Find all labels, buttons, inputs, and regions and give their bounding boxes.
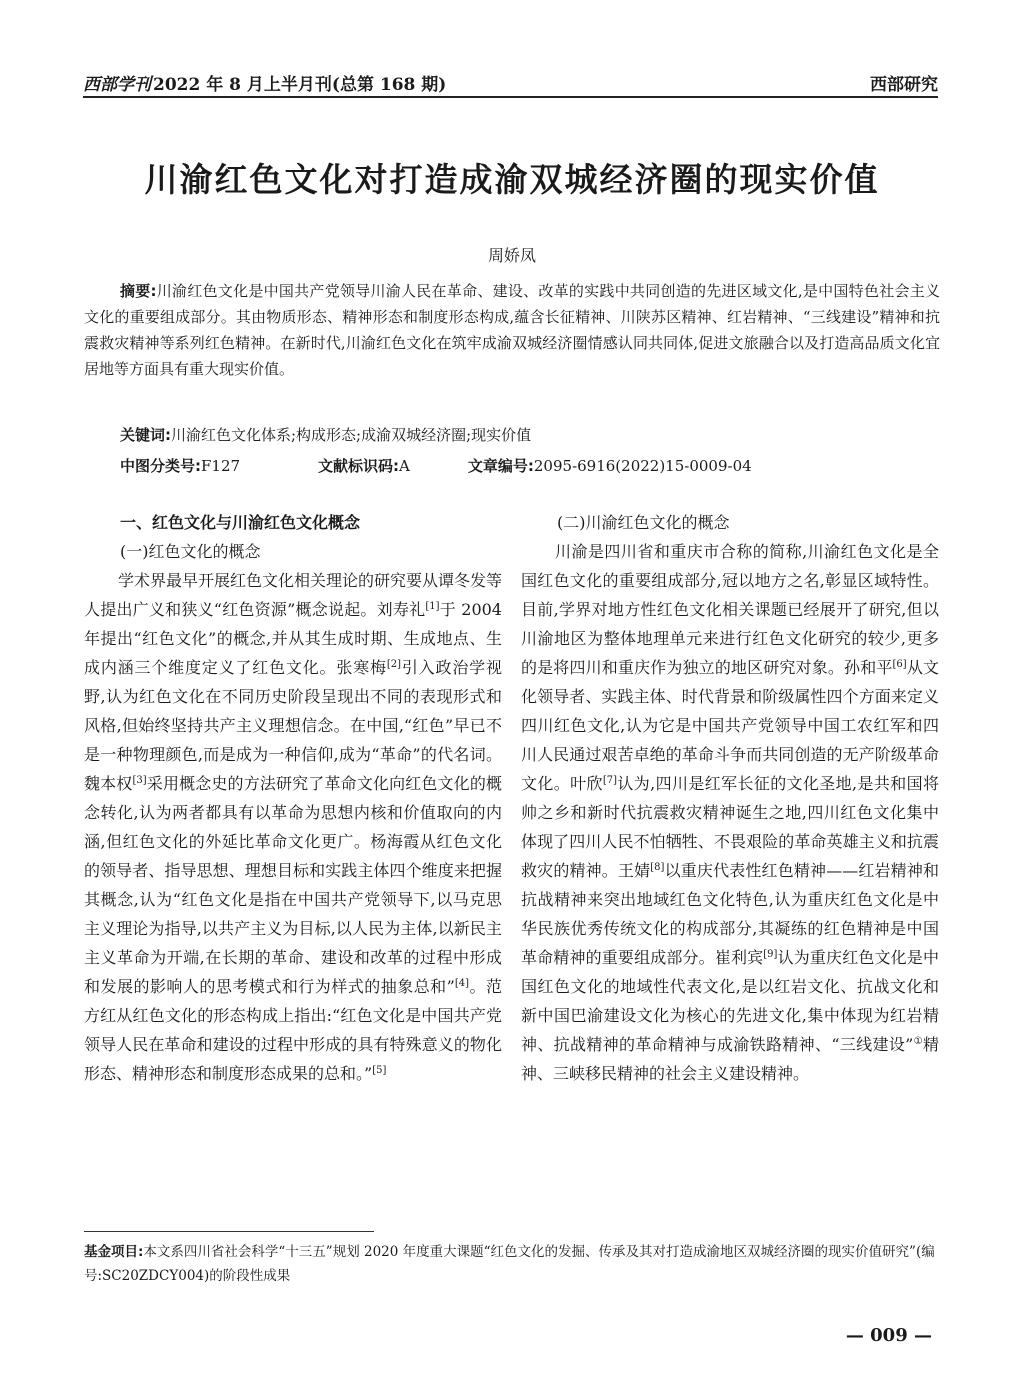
text-segment: 精神、三峡移民精神的社会主义建设精神。: [521, 1035, 939, 1083]
abstract-text: 川渝红色文化是中国共产党领导川渝人民在革命、建设、改革的实践中共同创造的先进区域文化,是中国特色社会主义文化的重要组成部分。其由物质形态、精神形态和制度形态构成,蕴含长征精神、川陕苏区精神、红岩精神、“三线建设”精神和抗震救灾精神等系列红色精神。在新时代,川渝红色文化在筑牢成渝双城经济圈情感认同共同体,促进文旅融合以及打造高品质文化宜居地等方面具有重大现实价值。: [84, 282, 940, 378]
article-title: 川渝红色文化对打造成渝双城经济圈的现实价值: [144, 160, 880, 199]
journal-issue: [83, 70, 446, 95]
doc-code-label: 文献标识码:: [318, 457, 400, 475]
keywords-label: 关键词:: [120, 426, 171, 444]
citation-ref: [9]: [763, 949, 778, 960]
text-segment: 以重庆代表性红色精神——红岩精神和抗战精神来突出地域红色文化特色,认为重庆红色文化是中华民族优秀传统文化的构成部分,其凝练的红色精神是中国革命精神的重要组成部分。崔利宾: [521, 861, 939, 967]
keywords-text: 川渝红色文化体系;构成形态;成渝双城经济圈;现实价值: [171, 426, 532, 444]
section-heading: 一、红色文化与川渝红色文化概念: [120, 513, 361, 532]
keywords: [120, 424, 940, 445]
abstract-label: 摘要:: [120, 282, 157, 300]
subheading-chuanyu: (二)川渝红色文化的概念: [557, 513, 730, 532]
text-segment: 认为,四川是红军长征的文化圣地,是共和国将帅之乡和新时代抗震救灾精神诞生之地,四川红色文化集中体现了四川人民不怕牺牲、不畏艰险的革命英雄主义和抗震救灾的精神。王婧: [521, 774, 939, 880]
fund-text: 本文系四川省社会科学“十三五”规划 2020 年度重大课题“红色文化的发掘、传承及其对打造成渝地区双城经济圈的现实价值研究”(编号:SC20ZDCY004)的阶段性成果: [84, 1244, 935, 1284]
article-author: 周娇凤: [487, 246, 536, 265]
running-header: [83, 62, 938, 98]
right-column: [521, 508, 939, 1088]
left-column: [84, 508, 502, 1088]
text-segment: 川渝是四川省和重庆市合称的简称,川渝红色文化是全国红色文化的重要组成部分,冠以地方之名,彰显区域特性。目前,学界对地方性红色文化相关课题已经展开了研究,但以川渝地区为整体地理单元来进行红色文化研究的较少,更多的是将四川和重庆作为独立的地区研究对象。孙和平: [521, 542, 939, 677]
paragraph-red-culture: [84, 566, 502, 1088]
subheading-red-culture: (一)红色文化的概念: [120, 542, 261, 561]
citation-ref: [6]: [892, 659, 907, 670]
section-name: 西部研究: [870, 75, 938, 95]
article-no-label: 文章编号:: [467, 457, 534, 475]
doc-code-value: A: [399, 457, 410, 475]
clc-value: F127: [201, 457, 241, 475]
citation-ref: [7]: [602, 775, 618, 786]
clc-label: 中图分类号:: [120, 457, 201, 475]
paragraph-chuanyu: [521, 537, 939, 1088]
footnote-divider: [84, 1231, 374, 1232]
text-segment: 。范方红从红色文化的形态构成上指出:“红色文化是中国共产党领导人民在革命和建设的过程中形成的具有特殊意义的物化形态、精神形态和制度形态成果的总和。”: [84, 977, 502, 1083]
fund-note: [84, 1240, 940, 1288]
abstract: [84, 278, 940, 382]
citation-ref: [1]: [425, 601, 440, 612]
citation-ref: [2]: [386, 659, 402, 670]
fund-label: 基金项目:: [84, 1244, 144, 1260]
text-segment: 学术界最早开展红色文化相关理论的研究要从谭冬发等人提出广义和狭义“红色资源”概念说起。刘寿礼: [84, 571, 503, 619]
text-segment: 于 2004 年提出“红色文化”的概念,并从其生成时期、生成地点、生成内涵三个维度定义了红色文化。张寒梅: [84, 600, 502, 677]
footnote-ref: ①: [913, 1036, 923, 1047]
article-no-value: 2095-6916(2022)15-0009-04: [533, 457, 752, 475]
text-segment: 从文化领导者、实践主体、时代背景和阶级属性四个方面来定义四川红色文化,认为它是中国共产党领导中国工农红军和四川人民通过艰苦卓绝的革命斗争而共同创造的无产阶级革命文化。叶欣: [521, 658, 939, 793]
citation-ref: [5]: [372, 1065, 387, 1076]
issue-text: 2022 年 8 月上半月刊(总第 168 期): [153, 75, 447, 95]
text-segment: 认为重庆红色文化是中国红色文化的地域性代表文化,是以红岩文化、抗战文化和新中国巴渝建设文化为核心的先进文化,集中体现为红岩精神、抗战精神的革命精神与成渝铁路精神、“三线建设”: [521, 948, 939, 1054]
citation-ref: [4]: [454, 978, 470, 989]
page-number: — 009 —: [845, 1325, 932, 1346]
citation-ref: [3]: [132, 775, 147, 786]
classification-row: [120, 455, 940, 476]
text-segment: 引入政治学视野,认为红色文化在不同历史阶段呈现出不同的表现形式和风格,但始终坚持共产主义理想信念。在中国,“红色”早已不是一种物理颜色,而是成为一种信仰,成为“革命”的代名词。魏本权: [84, 658, 502, 793]
journal-logo: 西部学刊: [83, 75, 151, 95]
citation-ref: [8]: [650, 862, 665, 873]
text-segment: 采用概念史的方法研究了革命文化向红色文化的概念转化,认为两者都具有以革命为思想内核和价值取向的内涵,但红色文化的外延比革命文化更广。杨海霞从红色文化的领导者、指导思想、理想目标和实践主体四个维度来把握其概念,认为“红色文化是指在中国共产党领导下,以马克思主义理论为指导,以共产主义为目标,以人民为主体,以新民主主义革命为开端,在长期的革命、建设和改革的过程中形成和发展的影响人的思考模式和行为样式的抽象总和”: [84, 774, 502, 996]
